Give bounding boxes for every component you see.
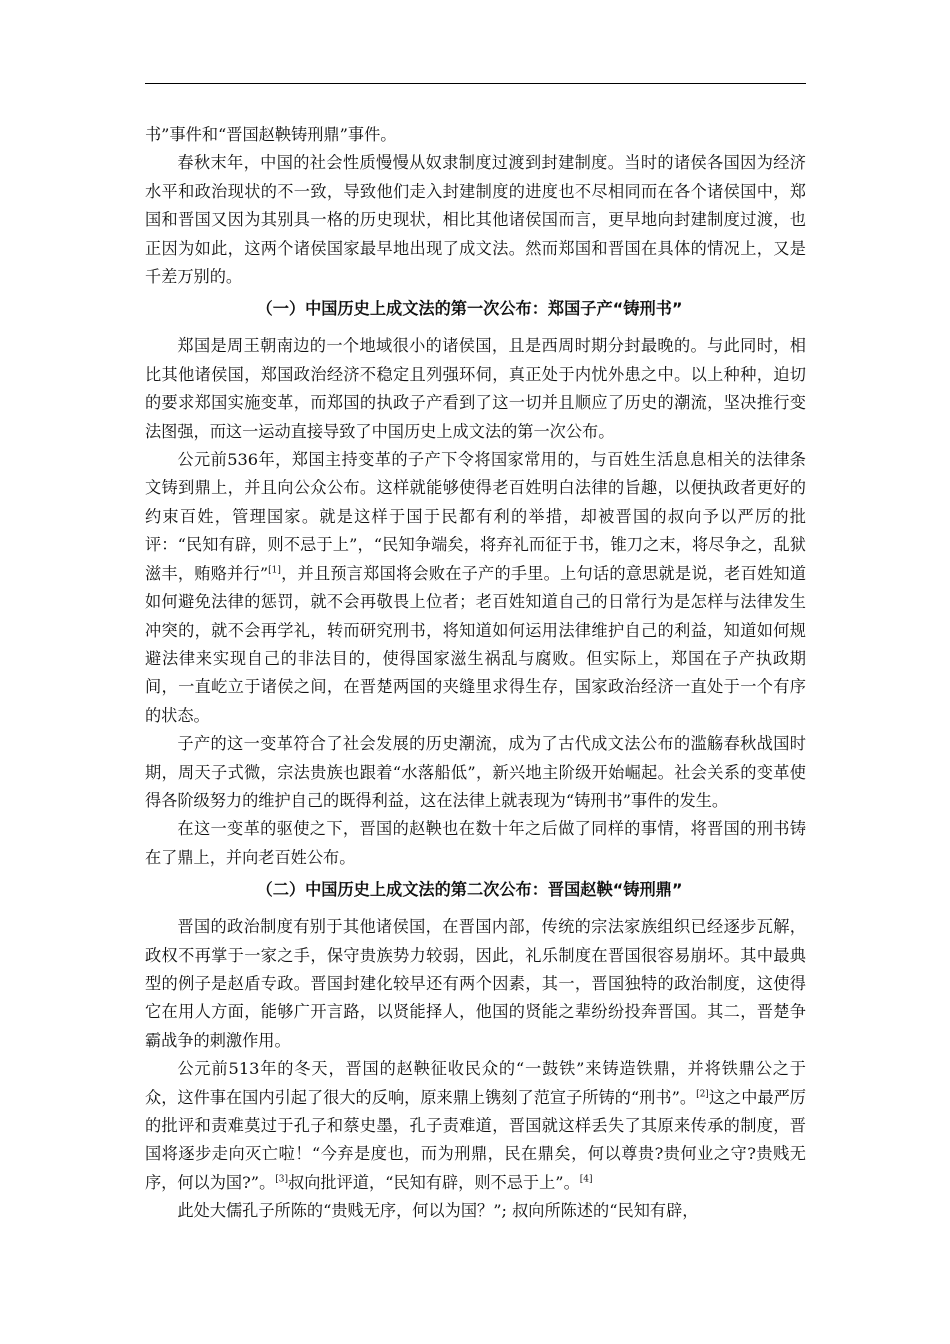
paragraph: 春秋末年，中国的社会性质慢慢从奴隶制度过渡到封建制度。当时的诸侯各国因为经济水平和政治现状的不一致，导致他们走入封建制度的进度也不尽相同而在各个诸侯国中，郑国和晋国又因为其别具一格的历史现状，相比其他诸侯国而言，更早地向封建制度过渡，也正因为如此，这两个诸侯国家最早地出现了成文法。然而郑国和晋国在具体的情况上，又是千差万别的。 [145,153,806,287]
citation-ref: [4] [579,1174,593,1185]
paragraph: 晋国的政治制度有别于其他诸侯国，在晋国内部，传统的宗法家族组织已经逐步瓦解，政权不再掌于一家之手，保守贵族势力较弱，因此，礼乐制度在晋国很容易崩坏。其中最典型的例子是赵盾专政。晋国封建化较早还有两个因素，其一，晋国独特的政治制度，这使得它在用人方面，能够广开言路，以贤能择人，他国的贤能之辈纷纷投奔晋国。其二，晋楚争霸战争的刺激作用。 [145,917,806,1050]
paragraph: 此处大儒孔子所陈的“贵贱无序，何以为国？”; 叔向所陈述的“民知有辟， [177,1201,699,1221]
paragraph-text: 公元前513年的冬天，晋国的赵鞅征收民众的“一鼓铁”来铸造铁鼎，并将铁鼎公之于众，这件事在国内引起了很大的反响，原来鼎上镌刻了范宣子所铸的“刑书”。 [145,1059,806,1107]
paragraph: 郑国是周王朝南边的一个地域很小的诸侯国，且是西周时期分封最晚的。与此同时，相比其他诸侯国，郑国政治经济不稳定且列强环伺，真正处于内忧外患之中。以上种种，迫切的要求郑国实施变革，而郑国的执政子产看到了这一切并且顺应了历史的潮流，坚决推行变法图强，而这一运动直接导致了中国历史上成文法的第一次公布。 [145,336,806,441]
paragraph: 书”事件和“晋国赵鞅铸刑鼎”事件。 [145,125,397,144]
document-body [145,121,806,1226]
citation-ref: [2] [696,1089,709,1100]
citation-ref: [1] [268,565,281,576]
paragraph: 子产的这一变革符合了社会发展的历史潮流，成为了古代成文法公布的滥觞春秋战国时期，周天子式微，宗法贵族也跟着“水落船低”，新兴地主阶级开始崛起。社会关系的变革使得各阶级努力的维护自己的既得利益，这在法律上就表现为“铸刑书”事件的发生。 [145,734,806,810]
paragraph-text: 叔向批评道，“民知有辟，则不忌于上”。 [288,1172,580,1192]
citation-ref: [3] [275,1174,289,1185]
header-rule [145,83,806,84]
section-heading-2: （二）中国历史上成文法的第二次公布：晋国赵鞅“铸刑鼎” [256,880,683,900]
section-heading-1: （一）中国历史上成文法的第一次公布：郑国子产“铸刑书” [256,299,683,319]
paragraph-text: 这之中最严厉的批评和责难莫过于孔子和蔡史墨，孔子责难道，晋国就这样丢失了其原来传承的制度，晋国将逐步走向灭亡啦！“今弃是度也，而为刑鼎，民在鼎矣，何以尊贵?贵何业之守?贵贱无序，何以为国?”。 [145,1087,806,1192]
paragraph [145,446,806,730]
paragraph [145,1055,806,1197]
paragraph: 在这一变革的驱使之下，晋国的赵鞅也在数十年之后做了同样的事情，将晋国的刑书铸在了鼎上，并向老百姓公布。 [145,819,806,867]
paragraph-text: ，并且预言郑国将会败在子产的手里。上句话的意思就是说，老百姓知道如何避免法律的惩罚，就不会再敬畏上位者；老百姓知道自己的日常行为是怎样与法律发生冲突的，就不会再学礼，转而研究刑书，将知道如何运用法律维护自己的利益，知道如何规避法律来实现自己的非法目的，使得国家滋生祸乱与腐败。但实际上，郑国在子产执政期间，一直屹立于诸侯之间，在晋楚两国的夹缝里求得生存，国家政治经济一直处于一个有序的状态。 [145,563,807,725]
paragraph-text: 公元前536年，郑国主持变革的子产下令将国家常用的，与百姓生活息息相关的法律条文铸到鼎上，并且向公众公布。这样就能够使得老百姓明白法律的旨趣，以便执政者更好的约束百姓，管理国家。就是这样于国于民都有利的举措，却被晋国的叔向予以严厉的批评：“民知有辟，则不忌于上”，“民知争端矣，将弃礼而征于书，锥刀之末，将尽争之，乱狱滋丰，贿赂并行” [145,450,806,583]
